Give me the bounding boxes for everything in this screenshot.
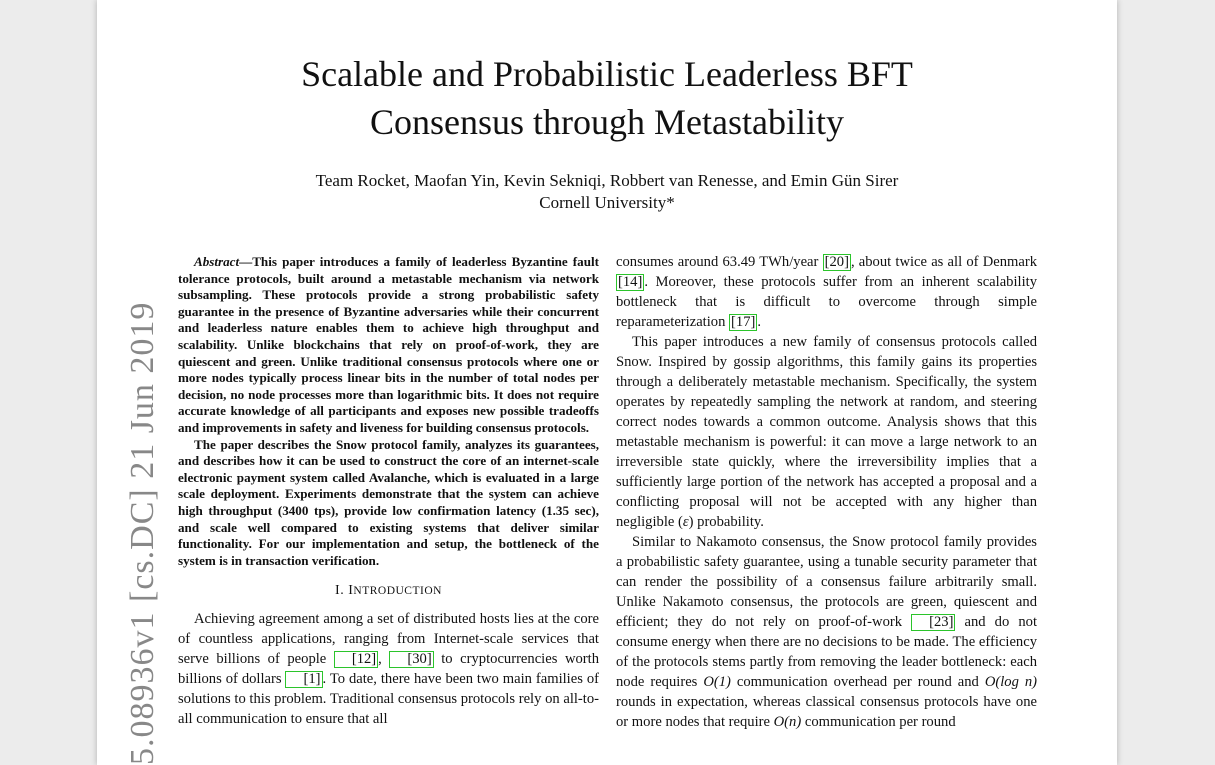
paper-page bbox=[97, 0, 1117, 765]
intro-text: Achieving agreement among a set of distributed hosts lies at the core of countless applications, ranging from Internet-scale services that serve billions of people bbox=[178, 611, 599, 668]
body-text: communication overhead per round and bbox=[730, 674, 985, 690]
right-paragraph-0 bbox=[616, 252, 1037, 332]
right-paragraph-1 bbox=[616, 332, 1037, 532]
body-text: consumes around 63.49 TWh/year bbox=[616, 254, 823, 270]
math-epsilon: ε bbox=[682, 514, 689, 530]
author-list: Team Rocket, Maofan Yin, Kevin Sekniqi, Robbert van Renesse, and Emin Gün Sirer bbox=[315, 171, 899, 190]
body-text: . bbox=[757, 314, 762, 330]
body-text: and do not consume energy when there are no decisions to be made. The efficiency of the protocols stems partly from removing the leader bottleneck: each node requires bbox=[616, 614, 1037, 690]
section-heading-introduction bbox=[178, 583, 599, 599]
citation-link[interactable]: [23] bbox=[911, 614, 955, 631]
paper-title bbox=[97, 50, 1117, 146]
citation-link[interactable]: [14] bbox=[618, 274, 643, 290]
body-text: rounds in expectation, whereas classical consensus protocols have one or more nodes that require bbox=[616, 694, 1037, 730]
abstract-heading: Abstract bbox=[194, 254, 240, 269]
body-text: . Moreover, these protocols suffer from an inherent scalability bottleneck that is difficult to overcome through simple reparameterization bbox=[616, 274, 1037, 330]
arxiv-identifier: 5.08936v1 [cs.DC] 21 Jun 2019 bbox=[124, 301, 161, 765]
citation-link[interactable]: [12] bbox=[334, 651, 378, 668]
citation-link[interactable]: [30] bbox=[389, 651, 433, 668]
intro-paragraph-1 bbox=[178, 609, 599, 729]
body-text: communication per round bbox=[801, 714, 956, 730]
math-ologn: O(log n) bbox=[984, 674, 1037, 690]
right-column bbox=[616, 252, 1037, 732]
author-block bbox=[97, 170, 1117, 214]
section-title-first: I bbox=[348, 583, 354, 599]
body-text: This paper introduces a new family of consensus protocols called Snow. Inspired by gossip algorithms, this family gains its properties through a deliberately metastable mechanism. Specifically, the system operates by repeatedly sampling the network at random, and steering correct nodes towards a common outcome. Analysis shows that this metastable mechanism is powerful: it can move a large network to an irreversible state quickly, where the irreversibility implies that a sufficiently large portion of the network has accepted a proposal and a conflicting proposal will not be accepted with any higher than negligible ( bbox=[616, 334, 1037, 530]
math-o1: O(1) bbox=[703, 674, 731, 690]
right-paragraph-2 bbox=[616, 532, 1037, 732]
body-text: Similar to Nakamoto consensus, the Snow protocol family provides a probabilistic safety guarantee, using a tunable security parameter that can render the possibility of a consensus failure arbitrarily small. Unlike Nakamoto consensus, the protocols are green, quiescent and efficient; they do not rely on proof-of-work bbox=[616, 534, 1037, 630]
abstract-text-1: —This paper introduces a family of leaderless Byzantine fault tolerance protocols, built around a metastable mechanism via network subsampling. These protocols provide a strong probabilistic safety guarantee in the presence of Byzantine adversaries while their concurrent and leaderless nature enables them to achieve high throughput and scalability. Unlike blockchains that rely on proof-of-work, they are quiescent and green. Unlike traditional consensus protocols where one or more nodes typically process linear bits in the number of total nodes per decision, no node processes more than logarithmic bits. It does not require accurate knowledge of all participants and exposes new possible tradeoffs and improvements in safety and liveness for building consensus protocols. bbox=[178, 254, 599, 435]
citation-link[interactable]: [20] bbox=[824, 254, 849, 270]
abstract-paragraph-1 bbox=[178, 254, 599, 437]
section-title-rest: NTRODUCTION bbox=[353, 585, 442, 598]
title-line-2: Consensus through Metastability bbox=[370, 102, 844, 142]
citation-link[interactable]: [1] bbox=[285, 671, 322, 688]
intro-text: , bbox=[378, 651, 390, 668]
title-line-1: Scalable and Probabilistic Leaderless BFT bbox=[301, 54, 913, 94]
intro-text: to cryptocurrencies worth billions of dollars bbox=[178, 651, 599, 688]
left-column bbox=[178, 254, 599, 729]
affiliation: Cornell University* bbox=[539, 193, 675, 212]
abstract bbox=[178, 254, 599, 569]
math-on: O(n) bbox=[773, 714, 802, 730]
body-text: , about twice as all of Denmark bbox=[850, 254, 1038, 270]
abstract-paragraph-2: The paper describes the Snow protocol family, analyzes its guarantees, and describes how it can be used to construct the core of an internet-scale electronic payment system called Avalanche, which is evaluated in a large scale deployment. Experiments demonstrate that the system can achieve high throughput (3400 tps), provide low confirmation latency (1.35 sec), and scale well compared to existing systems that deliver similar functionality. For our implementation and setup, the bottleneck of the system is in transaction verification. bbox=[178, 436, 599, 568]
citation-link[interactable]: [17] bbox=[731, 314, 756, 330]
intro-text: . To date, there have been two main families of solutions to this problem. Traditional consensus protocols rely on all-to-all communication to ensure that all bbox=[178, 671, 599, 728]
body-text: ) probability. bbox=[688, 514, 764, 530]
section-number: I. bbox=[335, 583, 349, 599]
